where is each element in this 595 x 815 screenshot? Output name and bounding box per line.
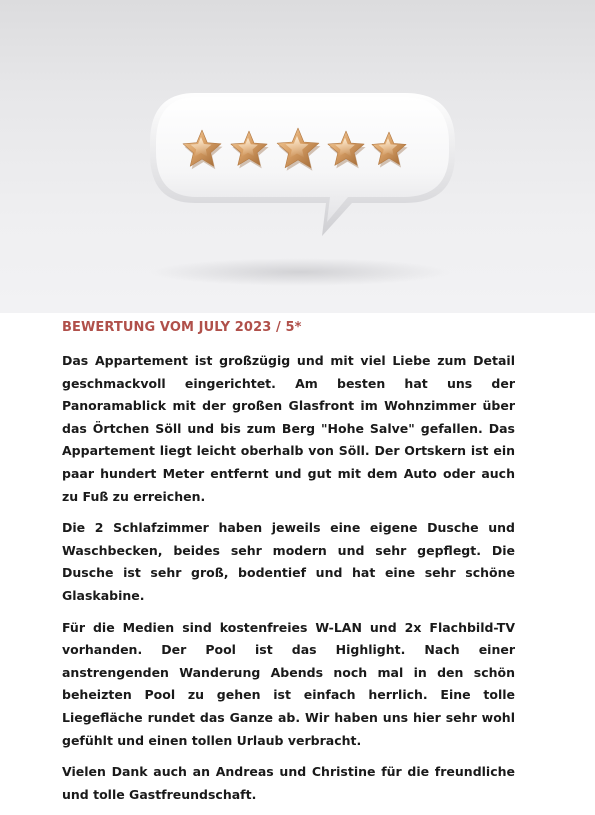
review-section (62, 318, 515, 815)
review-paragraph-3: Für die Medien sind kostenfreies W-LAN und 2x Flachbild-TV vorhanden. Der Pool ist das Highlight. Nach einer anstrengenden Wanderung Abends noch mal in den schön beheizten Pool zu gehen ist einfach herrlich. Eine tolle Liegefläche rundet das Ganze ab. Wir haben uns hier sehr wohl gefühlt und einen tollen Urlaub verbracht. (62, 619, 515, 748)
hero-image-rating-bubble (0, 0, 595, 313)
review-paragraph-2: Die 2 Schlafzimmer haben jeweils eine eigene Dusche und Waschbecken, beides sehr modern und sehr gepflegt. Die Dusche ist sehr groß, bodentief und hat eine sehr schöne Glaskabine. (62, 520, 515, 603)
review-paragraph-1: Das Appartement ist großzügig und mit viel Liebe zum Detail geschmackvoll eingerichtet. Am besten hat uns der Panoramablick mit der großen Glasfront im Wohnzimmer über das Örtchen Söll und bis zum Berg "Hohe Salve" gefallen. Das Appartement liegt leicht oberhalb von Söll. Der Ortskern ist ein paar hundert Meter entfernt und gut mit dem Auto oder auch zu Fuß zu erreichen. (62, 353, 515, 504)
speech-bubble-five-stars-image (0, 0, 595, 313)
review-paragraph-4: Vielen Dank auch an Andreas und Christine für die freundliche und tolle Gastfreundschaft. (62, 764, 515, 802)
review-heading: BEWERTUNG VOM JULY 2023 / 5* (62, 320, 302, 335)
